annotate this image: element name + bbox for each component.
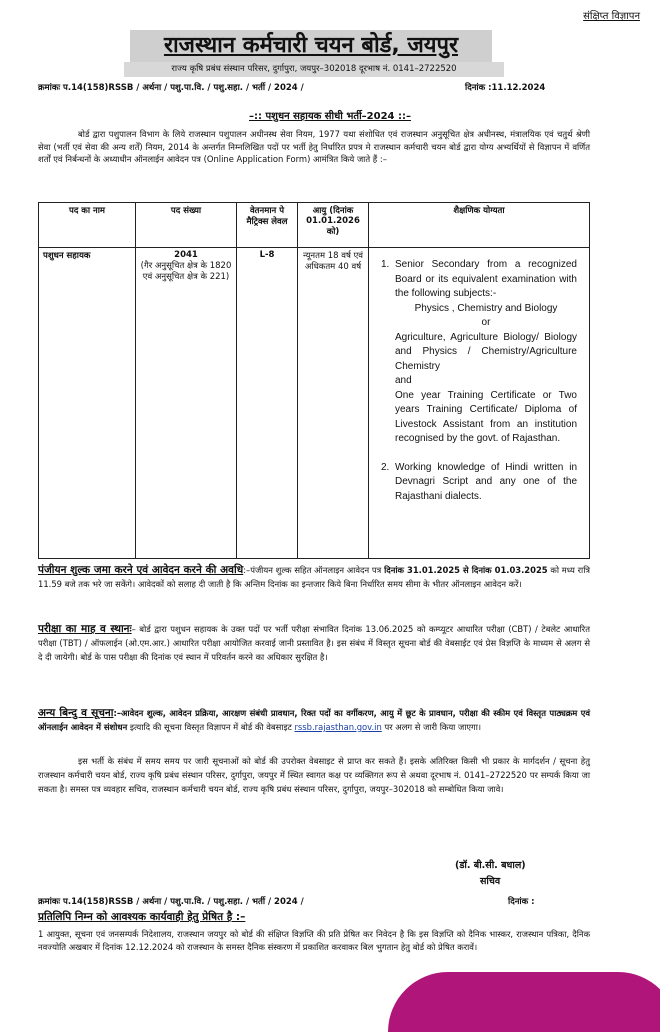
board-title: राजस्थान कर्मचारी चयन बोर्ड, जयपुर xyxy=(163,33,459,58)
signatory-name: (डॉ. बी.सी. बधाल) xyxy=(455,860,526,871)
post-count-cell xyxy=(136,248,237,559)
pay-level-cell: L-8 xyxy=(237,248,298,559)
table-row xyxy=(39,248,590,559)
qualification-item: 1. Senior Secondary from a recognized Board or its equivalent examination with the following subjects:- xyxy=(381,259,577,299)
post-name-cell: पशुधन सहायक xyxy=(39,248,136,559)
decorative-blob xyxy=(388,972,660,1032)
post-count-detail: (गैर अनुसूचित क्षेत्र के 1820 एवं अनुसूचित क्षेत्र के 221) xyxy=(140,261,232,282)
table-header-row xyxy=(39,203,590,248)
qualification-item: 2. Working knowledge of Hindi written in Devnagri Script and any one of the Rajasthani dialects. xyxy=(381,461,577,502)
other-info-heading: अन्य बिन्दु व सूचना xyxy=(38,707,114,719)
column-header: आयु (दिनांक 01.01.2026 को) xyxy=(298,203,369,248)
age-cell: न्यूनतम 18 वर्ष एवं अधिकतम 40 वर्ष xyxy=(298,248,369,559)
fee-heading: पंजीयन शुल्क जमा करने एवं आवेदन करने की अवधि xyxy=(38,564,244,576)
signatory-designation: सचिव xyxy=(480,876,501,887)
column-header: पद संख्या xyxy=(136,203,237,248)
column-header: पद का नाम xyxy=(39,203,136,248)
reference-number: क्रमांकः प.14(158)RSSB / अर्थना / पशु.पा.वि. / पशु.सहा. / भर्ती / 2024 / xyxy=(38,83,304,93)
qualification-item: Physics , Chemistry and Biology xyxy=(414,302,558,314)
copy-reference-number: क्रमांकः प.14(158)RSSB / अर्थना / पशु.पा.वि. / पशु.सहा. / भर्ती / 2024 / xyxy=(38,897,304,907)
column-header: वेतनमान पे मैट्रिक्स लेवल xyxy=(237,203,298,248)
copy-item: 1 आयुक्त, सूचना एवं जनसम्पर्क निदेशालय, राजस्थान जयपुर को बोर्ड की संक्षिप्त विज्ञप्ति की प्रति प्रेषित कर निवेदन है कि इस विज्ञप्ति को दैनिक भास्कर, राजस्थान पत्रिका, दैनिक नवज्योति अखबार में दिनांक 12.12.2024 को राजस्थान के समस्त दैनिक संस्करण में प्रकाशित करवाकर बिल भुगतान हेतु बोर्ड को प्रेषित करावें। xyxy=(38,929,590,952)
website-link[interactable]: rssb.rajasthan.gov.in xyxy=(294,722,382,732)
exam-section: परीक्षा का माह व स्थानः– बोर्ड द्वारा पशुधन सहायक के उक्त पदों पर भर्ती परीक्षा संभावित दिनांक 13.06.2025 को कम्प्यूटर आधारित परीक्षा (CBT) / टेबलेट आधारित परीक्षा (TBT) / ऑफलाईन (ओ.एम.आर.) आधारित परीक्षा आयोजित करवाई जानी प्रस्तावित है। इस संबंध में विस्तृत सूचना बोर्ड की वेबसाईट एवं प्रेस विज्ञप्ति के माध्यम से अलग से दे दी जायेगी। बोर्ड के पास परीक्षा की दिनांक एवं स्थान में परिवर्तन करने का अधिकार सुरक्षित है। xyxy=(38,623,591,662)
qualification-item: or xyxy=(481,317,491,328)
other-info-section: अन्य बिन्दु व सूचना:–आवेदन शुल्क, आवेदन प्रक्रिया, आरक्षण संबंधी प्रावधान, रिक्त पदों का वर्गीकरण, आयु में छूट के प्रावधान, परीक्षा की स्कीम एवं विस्तृत पाठ्यक्रम एवं ऑनलाईन आवेदन में संशोधन इत्यादि की सूचना विस्तृत विज्ञापन में बोर्ड की वेबसाइट rssb.rajasthan.gov.in पर अलग से जारी किया जाएगा। xyxy=(38,707,590,732)
fee-section: पंजीयन शुल्क जमा करने एवं आवेदन करने की अवधि:–पंजीयन शुल्क सहित ऑनलाइन आवेदन पत्र दिनांक 31.01.2025 से दिनांक 01.03.2025 को मध्य रात्रि 11.59 बजे तक भरे जा सकेंगे। आवेदकों को सलाह दी जाती है कि अन्तिम दिनांक का इन्तजार किये बिना निर्धारित समय सीमा के भीतर ऑनलाइन आवेदन करें। xyxy=(38,564,590,589)
qualification-item: and xyxy=(395,375,412,386)
issue-date: दिनांक :11.12.2024 xyxy=(465,83,546,93)
notice-type-tag: संक्षिप्त विज्ञापन xyxy=(583,11,640,22)
column-header: शैक्षणिक योग्यता xyxy=(369,203,590,248)
post-count: 2041 xyxy=(174,250,198,260)
qualification-item: One year Training Certificate or Two years Training Certificate/ Diploma of Livestock Assistant from an institution recognised by the govt. of Rajasthan. xyxy=(395,389,577,444)
board-address: राज्य कृषि प्रबंध संस्थान परिसर, दुर्गापुरा, जयपुर–302018 दूरभाष नं. 0141–2722520 xyxy=(171,64,457,74)
vacancy-table xyxy=(38,202,590,559)
fee-dates: दिनांक 31.01.2025 से दिनांक 01.03.2025 xyxy=(384,565,548,575)
intro-paragraph: बोर्ड द्वारा पशुपालन विभाग के लिये राजस्थान पशुपालन अधीनस्थ सेवा नियम, 1977 यथा संशोधित एवं राजस्थान अनुसूचित क्षेत्र अधीनस्थ, मंत्रालयिक एवं चतुर्थ श्रेणी सेवा (भर्ती एवं सेवा की अन्य शर्तें) नियम, 2014 के अन्तर्गत निम्नलिखित पदों पर भर्ती हेतु निर्धारित प्रपत्र मे राजस्थान कर्मचारी चयन बोर्ड द्वारा योग्य अभ्यर्थियों से विज्ञापन में वर्णित शर्तों एवं निर्बन्धनों के अध्याधीन ऑनलाईन आवेदन पत्र (Online Application Form) आमंत्रित किये जाते हैं :– xyxy=(38,129,590,164)
copy-date: दिनांक : xyxy=(508,897,535,907)
contact-paragraph: इस भर्ती के संबंध में समय समय पर जारी सूचनाओं को बोर्ड की उपरोक्त वेबसाइट से प्राप्त कर सकते हैं। इसके अतिरिक्त किसी भी प्रकार के मार्गदर्शन / सूचना हेतु राजस्थान कर्मचारी चयन बोर्ड, राज्य कृषि प्रबंध संस्थान परिसर, दुर्गापुरा, जयपुर में स्थित स्वागत कक्ष पर व्यक्तिगत रूप से अथवा दूरभाष नं. 0141–2722520 पर सम्पर्क किया जा सकता है। समस्त पत्र व्यवहार सचिव, राजस्थान कर्मचारी चयन बोर्ड, राज्य कृषि प्रबंध संस्थान परिसर, दुर्गापुरा, जयपुर–302018 को सम्बोधित किया जावे। xyxy=(38,756,590,794)
exam-heading: परीक्षा का माह व स्थानः xyxy=(38,623,132,635)
copy-heading: प्रतिलिपि निम्न को आवश्यक कार्यवाही हेतु प्रेषित है :– xyxy=(38,911,246,923)
qualification-item: Agriculture, Agriculture Biology/ Biology and Physics / Chemistry/Agriculture Chemistry xyxy=(395,331,577,372)
notice-subject: –:: पशुधन सहायक सीधी भर्ती–2024 ::– xyxy=(249,111,411,122)
qualification-cell xyxy=(369,248,590,559)
